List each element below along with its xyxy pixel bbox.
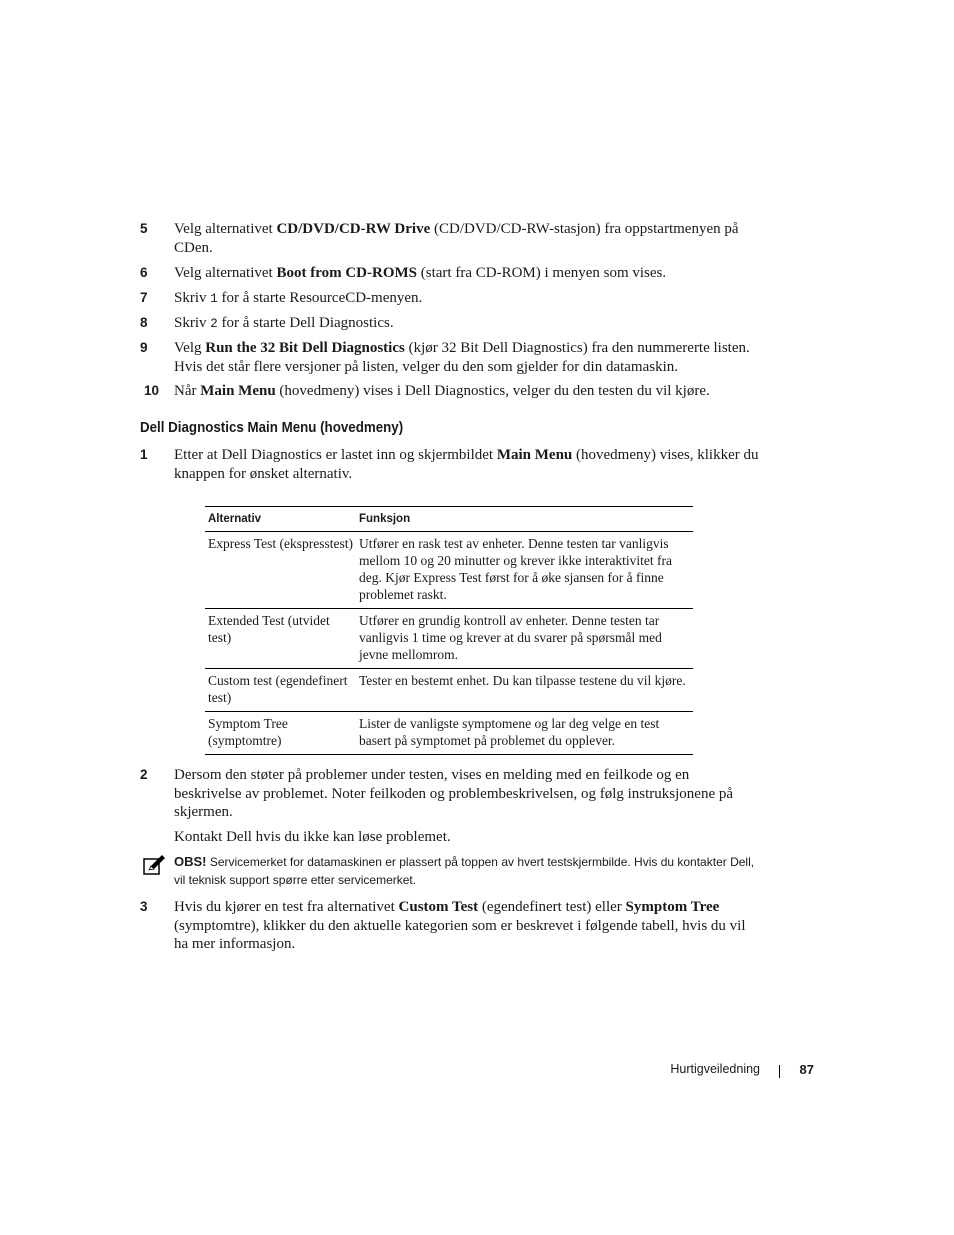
step-number: 7 (140, 290, 148, 305)
step-text: for å starte Dell Diagnostics. (217, 315, 394, 331)
step-text: Skriv (174, 290, 211, 306)
diagnostics-options-table (205, 506, 693, 755)
option-name: Main Menu (200, 383, 276, 399)
key-code: 1 (210, 292, 218, 306)
table-cell-option: Extended Test (utvidet test) (205, 609, 356, 669)
table-cell-option: Custom test (egendefinert test) (205, 669, 356, 712)
table-header-row (205, 507, 693, 532)
table-cell-function: Tester en bestemt enhet. Du kan tilpasse testene du vil kjøre. (356, 669, 693, 712)
column-header-alternativ: Alternativ (205, 507, 356, 532)
step-number: 1 (140, 447, 148, 462)
step-text: Skriv (174, 315, 211, 331)
option-name: Run the 32 Bit Dell Diagnostics (205, 340, 405, 356)
step-number: 8 (140, 315, 148, 330)
step-number: 10 (143, 383, 159, 398)
step-text: Hvis du kjører en test fra alternativet (174, 899, 399, 915)
page-number: 87 (799, 1062, 814, 1077)
step-text: (start fra CD-ROM) i menyen som vises. (417, 265, 667, 281)
footer-section-title: Hurtigveiledning (670, 1062, 760, 1076)
option-name: Main Menu (496, 447, 573, 463)
step-text: Velg alternativet (174, 221, 277, 237)
step-text: Etter at Dell Diagnostics er lastet inn og skjermbildet (174, 447, 497, 463)
table-cell-option: Symptom Tree (symptomtre) (205, 712, 356, 755)
option-name: Symptom Tree (625, 899, 720, 915)
table-row (205, 609, 693, 669)
step-text: (hovedmeny) vises i Dell Diagnostics, velger du den testen du vil kjøre. (275, 383, 710, 399)
step-number: 3 (140, 899, 148, 914)
step-text: Velg alternativet (174, 265, 277, 281)
table-cell-function: Lister de vanligste symptomene og lar deg velge en test basert på symptomet på problemet du opplever. (356, 712, 693, 755)
step-text: Dersom den støter på problemer under testen, vises en melding med en feilkode og en beskrivelse av problemet. Noter feilkoden og problembeskrivelsen, og følg instruksjonene på skjermen. (174, 767, 734, 820)
page-footer (600, 1062, 814, 1082)
note-pencil-icon (143, 855, 165, 875)
table-row (205, 712, 693, 755)
step-text: (CD/DVD/CD-RW-stasjon) fra oppstartmenyen på CDen. (174, 221, 739, 256)
step-text: Velg (174, 340, 206, 356)
table-row (205, 532, 693, 609)
step-number: 6 (140, 265, 148, 280)
note-label: OBS! (174, 854, 207, 869)
table-cell-option: Express Test (ekspresstest) (205, 532, 356, 609)
option-name: Boot from CD-ROMS (276, 265, 418, 281)
table-cell-function: Utfører en rask test av enheter. Denne testen tar vanligvis mellom 10 og 20 minutter og krever ikke interaktivitet fra deg. Kjør Express Test først for å øke sjansen for å finne problemet raskt. (356, 532, 693, 609)
step-text: (symptomtre), klikker du den aktuelle kategorien som er beskrevet i følgende tabell, hvis du vil ha mer informasjon. (174, 917, 746, 952)
step-number: 9 (140, 340, 148, 355)
step-text: for å starte ResourceCD-menyen. (217, 290, 423, 306)
step-number: 2 (140, 767, 148, 782)
step-text: Kontakt Dell hvis du ikke kan løse problemet. (174, 829, 451, 845)
section-heading: Dell Diagnostics Main Menu (hovedmeny) (140, 420, 404, 436)
key-code: 2 (210, 317, 218, 331)
note-text: Servicemerket for datamaskinen er plassert på toppen av hvert testskjermbilde. Hvis du kontakter Dell, vil teknisk support spørre etter servicemerket. (174, 855, 755, 887)
step-text: (kjør 32 Bit Dell Diagnostics) fra den nummererte listen. Hvis det står flere versjoner på listen, velger du den som gjelder for din datamaskin. (174, 340, 750, 375)
footer-divider (779, 1065, 780, 1078)
step-text: (hovedmeny) vises, klikker du knappen for ønsket alternativ. (174, 447, 759, 482)
step-number: 5 (140, 221, 148, 236)
option-name: Custom Test (398, 899, 479, 915)
table-cell-function: Utfører en grundig kontroll av enheter. Denne testen tar vanligvis 1 time og krever at du svarer på spørsmål med jevne mellomrom. (356, 609, 693, 669)
step-text: Når (174, 383, 201, 399)
table-row (205, 669, 693, 712)
column-header-funksjon: Funksjon (356, 507, 693, 532)
step-text: (egendefinert test) eller (478, 899, 626, 915)
option-name: CD/DVD/CD-RW Drive (276, 221, 431, 237)
